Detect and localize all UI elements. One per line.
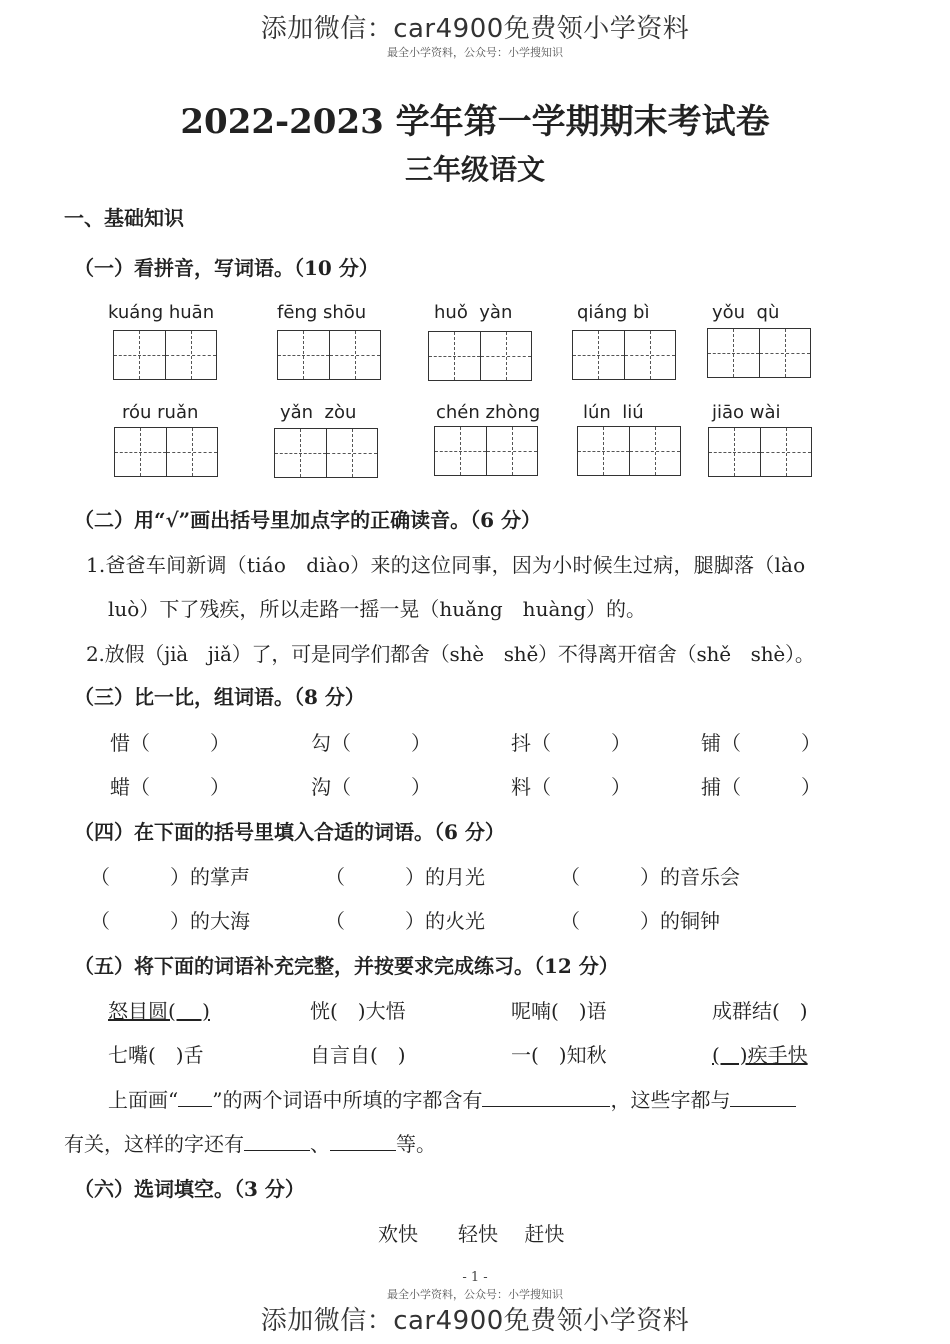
question-text: 上面画“ ”的两个词语中所填的字都含有 ，这些字都与 — [108, 1084, 796, 1113]
writing-grid[interactable] — [277, 330, 381, 380]
header-small-note: 最全小学资料，公众号：小学搜知识 — [387, 46, 563, 59]
part-heading: 一、基础知识 — [64, 206, 184, 230]
answer-blank[interactable] — [330, 1132, 396, 1151]
compare-item: 铺（ ） — [701, 731, 821, 755]
answer-blank[interactable] — [730, 1088, 796, 1107]
section-1-heading: （一）看拼音，写词语。（10 分） — [74, 256, 379, 280]
fill-item: （ ）的音乐会 — [560, 865, 740, 889]
writing-grid[interactable] — [572, 330, 676, 380]
page-number: - 1 - — [462, 1270, 488, 1285]
word-choices: 欢快 轻快 赶快 — [378, 1222, 565, 1246]
compare-item: 勾（ ） — [311, 731, 431, 755]
idiom-item-underlined: ( )疾手快 — [712, 1043, 808, 1067]
writing-grid[interactable] — [274, 428, 378, 478]
watermark-banner-bottom: 添加微信：car4900免费领小学资料 — [260, 1306, 690, 1336]
compare-item: 蜡（ ） — [110, 775, 230, 799]
question-text: 1.爸爸车间新调（tiáo diào）来的这位同事，因为小时候生过病，腿脚落（lào — [86, 553, 806, 577]
page-title: 2022-2023 学年第一学期期末考试卷 — [180, 102, 770, 142]
compare-item: 抖（ ） — [511, 731, 631, 755]
writing-grid[interactable] — [707, 328, 811, 378]
compare-item: 料（ ） — [511, 775, 631, 799]
pinyin-label: kuáng huān — [108, 302, 215, 323]
writing-grid[interactable] — [114, 427, 218, 477]
section-5-heading: （五）将下面的词语补充完整，并按要求完成练习。（12 分） — [74, 954, 619, 978]
pinyin-label: qiáng bì — [577, 302, 650, 323]
compare-item: 惜（ ） — [110, 731, 230, 755]
footer-small-note: 最全小学资料，公众号：小学搜知识 — [387, 1288, 563, 1301]
writing-grid[interactable] — [434, 426, 538, 476]
answer-blank[interactable] — [244, 1132, 310, 1151]
compare-item: 沟（ ） — [311, 775, 431, 799]
compare-item: 捕（ ） — [701, 775, 821, 799]
writing-grid[interactable] — [113, 330, 217, 380]
pinyin-label: yǒu qù — [712, 302, 780, 323]
question-text: 有关，这样的字还有 、 等。 — [64, 1132, 436, 1156]
idiom-item: 自言自( ) — [310, 1043, 406, 1067]
section-3-heading: （三）比一比，组词语。（8 分） — [74, 685, 365, 709]
pinyin-label: jiāo wài — [712, 402, 781, 423]
pinyin-label: yǎn zòu — [280, 402, 357, 423]
fill-item: （ ）的掌声 — [90, 865, 250, 889]
idiom-item: 七嘴( )舌 — [108, 1043, 204, 1067]
idiom-item: 成群结( ) — [712, 999, 808, 1023]
question-text: 2.放假（jià jiǎ）了，可是同学们都舍（shè shě）不得离开宿舍（shě shè）。 — [86, 642, 815, 666]
pinyin-label: lún liú — [583, 402, 644, 423]
writing-grid[interactable] — [577, 426, 681, 476]
section-4-heading: （四）在下面的括号里填入合适的词语。（6 分） — [74, 820, 505, 844]
writing-grid[interactable] — [428, 331, 532, 381]
fill-item: （ ）的月光 — [325, 865, 485, 889]
page-subtitle: 三年级语文 — [404, 153, 545, 186]
pinyin-label: róu ruǎn — [122, 402, 199, 423]
section-2-heading: （二）用“√”画出括号里加点字的正确读音。（6 分） — [74, 508, 542, 532]
pinyin-label: huǒ yàn — [434, 302, 513, 323]
section-6-heading: （六）选词填空。（3 分） — [74, 1177, 305, 1201]
fill-item: （ ）的火光 — [325, 909, 485, 933]
pinyin-label: chén zhòng — [436, 402, 541, 423]
question-text: luò）下了残疾，所以走路一摇一晃（huǎng huàng）的。 — [108, 597, 647, 621]
fill-item: （ ）的铜钟 — [560, 909, 720, 933]
idiom-item: 呢喃( )语 — [511, 999, 607, 1023]
watermark-banner-top: 添加微信：car4900免费领小学资料 — [260, 14, 690, 44]
idiom-item-underlined: 怒目圆( ) — [108, 999, 210, 1023]
idiom-item: 一( )知秋 — [511, 1043, 607, 1067]
fill-item: （ ）的大海 — [90, 909, 250, 933]
writing-grid[interactable] — [708, 427, 812, 477]
underline-mark — [178, 1088, 212, 1107]
pinyin-label: fēng shōu — [277, 302, 367, 323]
answer-blank[interactable] — [482, 1088, 610, 1107]
idiom-item: 恍( )大悟 — [310, 999, 406, 1023]
